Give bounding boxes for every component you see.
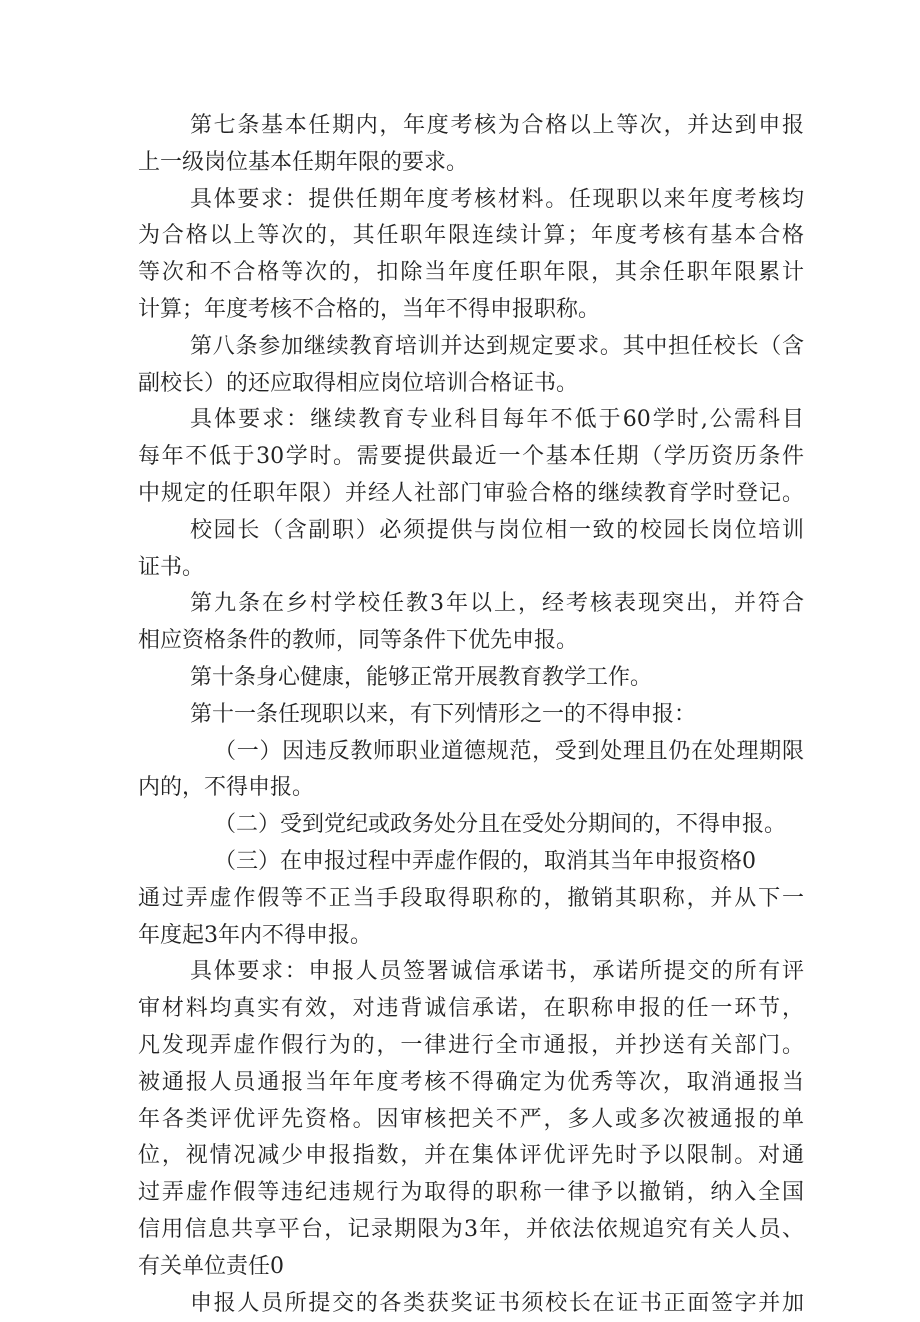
paragraph-line: 副校长）的还应取得相应岗位培训合格证书。 [138, 366, 804, 403]
paragraph-line: 为合格以上等次的，其任职年限连续计算；年度考核有基本合格 [138, 218, 804, 255]
paragraph-line: 具体要求：继续教育专业科目每年不低于60学时,公需科目 [138, 402, 804, 439]
paragraph-line: 上一级岗位基本任期年限的要求。 [138, 145, 804, 182]
paragraph-line: 校园长（含副职）必须提供与岗位相一致的校园长岗位培训 [138, 513, 804, 550]
paragraph-line: 中规定的任职年限）并经人社部门审验合格的继续教育学时登记。 [138, 476, 804, 513]
paragraph-line: 通过弄虚作假等不正当手段取得职称的，撤销其职称，并从下一 [138, 881, 804, 918]
paragraph-line: 第十条身心健康，能够正常开展教育教学工作。 [138, 660, 804, 697]
paragraph-line: 被通报人员通报当年年度考核不得确定为优秀等次，取消通报当 [138, 1065, 804, 1102]
paragraph-line: 每年不低于30学时。需要提供最近一个基本任期（学历资历条件 [138, 439, 804, 476]
paragraph-line: 过弄虚作假等违纪违规行为取得的职称一律予以撤销，纳入全国 [138, 1175, 804, 1212]
document-body [138, 108, 804, 1322]
paragraph-line: 相应资格条件的教师，同等条件下优先申报。 [138, 623, 804, 660]
paragraph-line: 年各类评优评先资格。因审核把关不严，多人或多次被通报的单 [138, 1102, 804, 1139]
paragraph-line: 具体要求：申报人员签署诚信承诺书，承诺所提交的所有评 [138, 954, 804, 991]
paragraph-line: 第九条在乡村学校任教3年以上，经考核表现突出，并符合 [138, 586, 804, 623]
paragraph-line: 位，视情况减少申报指数，并在集体评优评先时予以限制。对通 [138, 1138, 804, 1175]
paragraph-line: 信用信息共享平台，记录期限为3年，并依法依规追究有关人员、 [138, 1212, 804, 1249]
paragraph-line: 凡发现弄虚作假行为的，一律进行全市通报，并抄送有关部门。 [138, 1028, 804, 1065]
paragraph-line: 具体要求：提供任期年度考核材料。任现职以来年度考核均 [138, 182, 804, 219]
paragraph-line: 等次和不合格等次的，扣除当年度任职年限，其余任职年限累计 [138, 255, 804, 292]
paragraph-line: （一）因违反教师职业道德规范，受到处理且仍在处理期限 [138, 734, 804, 771]
paragraph-line: 有关单位责任0 [138, 1249, 804, 1286]
paragraph-line: （二）受到党纪或政务处分且在受处分期间的，不得申报。 [138, 807, 804, 844]
paragraph-line: 计算；年度考核不合格的，当年不得申报职称。 [138, 292, 804, 329]
paragraph-line: 申报人员所提交的各类获奖证书须校长在证书正面签字并加 [138, 1286, 804, 1322]
paragraph-line: 内的，不得申报。 [138, 770, 804, 807]
paragraph-line: 年度起3年内不得申报。 [138, 918, 804, 955]
paragraph-line: 证书。 [138, 550, 804, 587]
paragraph-line: 审材料均真实有效，对违背诚信承诺，在职称申报的任一环节， [138, 991, 804, 1028]
paragraph-line: （三）在申报过程中弄虚作假的，取消其当年申报资格0 [138, 844, 804, 881]
paragraph-line: 第七条基本任期内，年度考核为合格以上等次，并达到申报 [138, 108, 804, 145]
paragraph-line: 第八条参加继续教育培训并达到规定要求。其中担任校长（含 [138, 329, 804, 366]
paragraph-line: 第十一条任现职以来，有下列情形之一的不得申报： [138, 697, 804, 734]
